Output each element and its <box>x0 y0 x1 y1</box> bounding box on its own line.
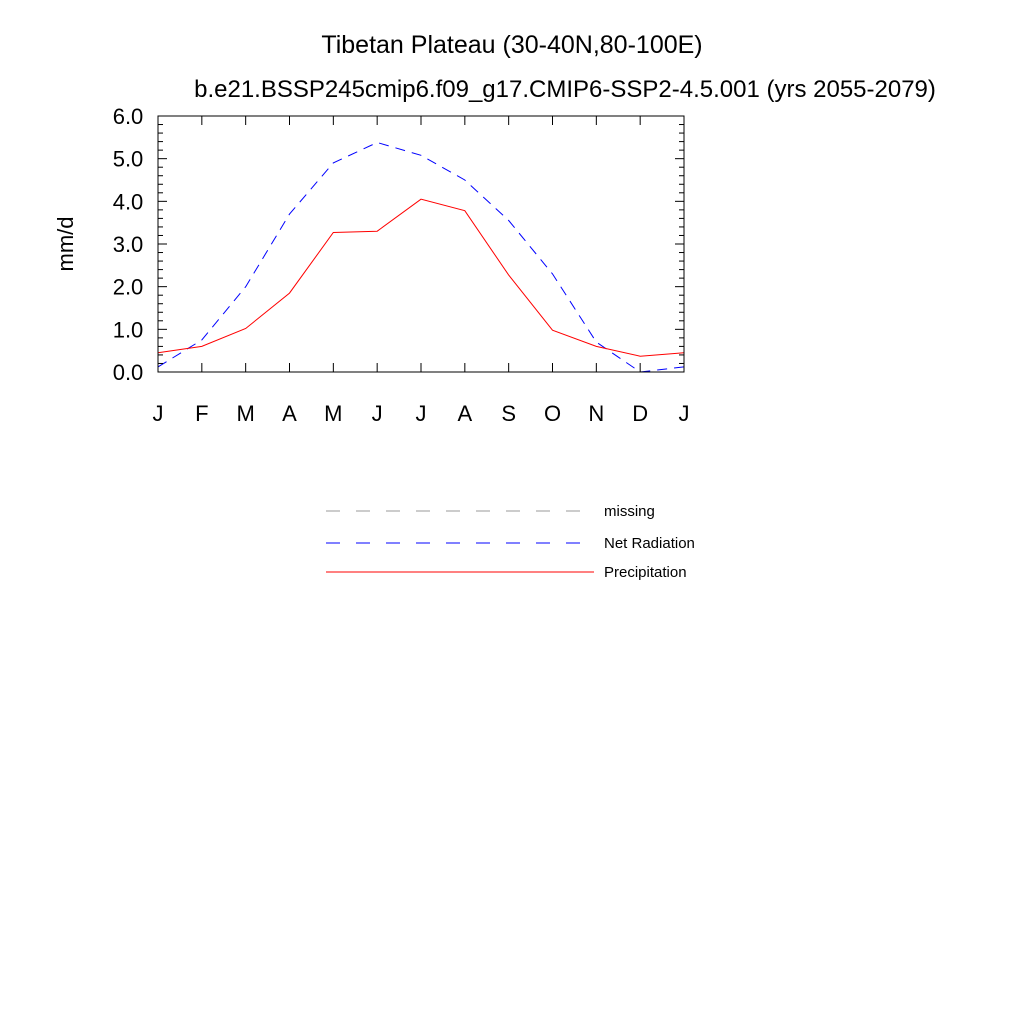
chart-subtitle: b.e21.BSSP245cmip6.f09_g17.CMIP6-SSP2-4.5.001 (yrs 2055-2079) <box>194 76 936 103</box>
plot-frame <box>158 116 684 372</box>
x-tick-label: M <box>324 401 343 426</box>
x-tick-label: O <box>543 401 562 426</box>
x-tick-label: J <box>152 401 164 426</box>
legend-label: Precipitation <box>604 564 687 581</box>
x-tick-label: J <box>678 401 690 426</box>
ticks-layer <box>113 104 690 426</box>
x-tick-label: A <box>282 401 297 426</box>
y-tick-label: 0.0 <box>112 360 144 385</box>
series-line-precipitation <box>158 199 684 356</box>
x-tick-label: S <box>501 401 517 426</box>
x-tick-label: F <box>195 401 209 426</box>
series-layer <box>158 143 684 373</box>
legend <box>326 503 695 581</box>
x-tick-label: D <box>632 401 649 426</box>
y-tick-label: 5.0 <box>112 146 144 172</box>
legend-label: missing <box>604 503 655 520</box>
series-line-net-radiation <box>158 143 684 373</box>
y-tick-label: 3.0 <box>112 232 144 257</box>
y-tick-label: 4.0 <box>112 189 144 215</box>
y-tick-label: 1.0 <box>112 317 144 343</box>
x-tick-label: J <box>415 401 427 426</box>
y-tick-label: 2.0 <box>112 274 144 300</box>
x-tick-label: A <box>457 401 473 426</box>
x-tick-label: M <box>236 401 255 426</box>
x-tick-label: J <box>371 401 383 426</box>
legend-label: Net Radiation <box>604 535 695 552</box>
y-tick-label: 6.0 <box>112 104 144 129</box>
x-tick-label: N <box>588 401 605 426</box>
chart-title: Tibetan Plateau (30-40N,80-100E) <box>321 31 703 59</box>
y-axis-label: mm/d <box>53 216 78 272</box>
